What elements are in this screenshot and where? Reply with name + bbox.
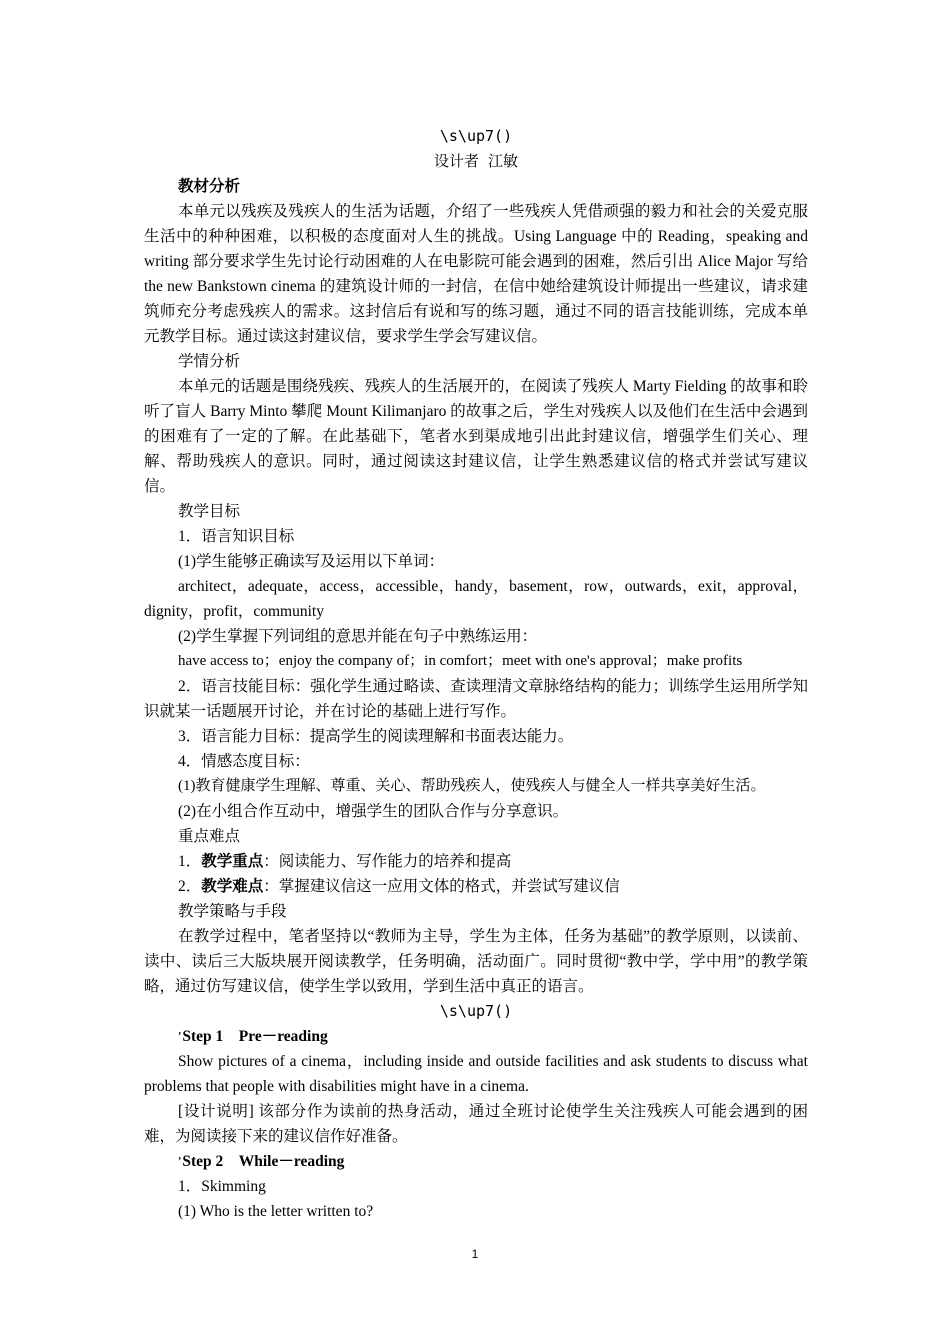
objective-3: 3．语言能力目标：提高学生的阅读理解和书面表达能力。 [178, 728, 574, 745]
designer-line: 设计者 江敏 [433, 152, 519, 170]
objective-2: 2．语言技能目标：强化学生通过略读、查读理清文章脉络结构的能力；训练学生运用所学知识就某一话题展开讨论，并在讨论的基础上进行写作。 [144, 678, 808, 720]
objective-1b-phrases: have access to；enjoy the company of；in comfort；meet with one's approval；make profits [178, 653, 743, 669]
page-number: 1 [471, 1247, 479, 1261]
objective-1: 1．语言知识目标 [178, 528, 295, 545]
step1-paragraph: Show pictures of a cinema，including inside and outside facilities and ask students to discuss what problems that people with disabilities might have in a cinema. [144, 1053, 808, 1095]
step1-anchor-mark: ʼ [178, 1031, 182, 1042]
heading-textbook-analysis: 教材分析 [178, 178, 241, 195]
title-field-code: \s\up7() [439, 127, 513, 145]
key-point-2-text: ：掌握建议信这一应用文体的格式，并尝试写建议信 [263, 878, 620, 895]
step1-design-note: [设计说明] 该部分作为读前的热身活动，通过全班讨论使学生关注残疾人可能会遇到的困难，为阅读接下来的建议信作好准备。 [144, 1103, 808, 1145]
step2-heading [144, 1149, 808, 1174]
process-field-code: \s\up7() [439, 1002, 513, 1020]
heading-strategy: 教学策略与手段 [178, 903, 287, 920]
key-point-2-num: 2． [178, 878, 202, 895]
key-point-1-num: 1． [178, 853, 202, 870]
key-point-2 [144, 874, 808, 899]
step1-title: Step 1 Pre－reading [182, 1028, 328, 1045]
heading-learner-analysis: 学情分析 [178, 353, 241, 370]
key-point-1-text: ：阅读能力、写作能力的培养和提高 [263, 853, 512, 870]
heading-objectives: 教学目标 [178, 503, 241, 520]
key-point-1 [144, 849, 808, 874]
heading-key-points: 重点难点 [178, 828, 241, 845]
step1-heading [144, 1024, 808, 1049]
objective-4a: (1)教育健康学生理解、尊重、关心、帮助残疾人，使残疾人与健全人一样共享美好生活。 [178, 778, 766, 794]
objective-4: 4．情感态度目标： [178, 753, 310, 770]
strategy-paragraph: 在教学过程中，笔者坚持以“教师为主导，学生为主体，任务为基础”的教学原则，以读前、读中、读后三大版块展开阅读教学，任务明确，活动面广。同时贯彻“教中学，学中用”的教学策略，通过仿写建议信，使学生学以致用，学到生活中真正的语言。 [144, 928, 808, 995]
step2-question-1: (1) Who is the letter written to? [178, 1203, 374, 1220]
step2-skimming: 1．Skimming [178, 1178, 266, 1195]
key-point-1-label: 教学重点 [201, 853, 264, 870]
objective-1a: (1)学生能够正确读写及运用以下单词： [178, 553, 445, 570]
objective-1a-words: architect，adequate，access，accessible，handy，basement，row，outwards，exit，approval，dignity，profit，community [144, 578, 808, 620]
objective-1b: (2)学生掌握下列词组的意思并能在句子中熟练运用： [178, 628, 538, 645]
textbook-analysis-paragraph: 本单元以残疾及残疾人的生活为话题，介绍了一些残疾人凭借顽强的毅力和社会的关爱克服生活中的种种困难，以积极的态度面对人生的挑战。Using Language 中的 Reading，speaking and writing 部分要求学生先讨论行动困难的人在电影院可能会遇到的困难，然后引出 Alice Major 写给 the new Bankstown cinema 的建筑设计师的一封信，在信中她给建筑设计师提出一些建议，请求建筑师充分考虑残疾人的需求。这封信后有说和写的练习题，通过不同的语言技能训练，完成本单元教学目标。通过读这封建议信，要求学生学会写建议信。 [144, 203, 808, 345]
page-content [144, 124, 808, 1224]
key-point-2-label: 教学难点 [201, 878, 264, 895]
objective-4b: (2)在小组合作互动中，增强学生的团队合作与分享意识。 [178, 803, 569, 820]
step2-anchor-mark: ʼ [178, 1156, 182, 1167]
step2-title: Step 2 While－reading [182, 1153, 345, 1170]
learner-analysis-paragraph: 本单元的话题是围绕残疾、残疾人的生活展开的，在阅读了残疾人 Marty Fielding 的故事和聆听了盲人 Barry Minto 攀爬 Mount Kilimanjaro 的故事之后，学生对残疾人以及他们在生活中会遇到的困难有了一定的了解。在此基础下，笔者水到渠成地引出此封建议信，增强学生们关心、理解、帮助残疾人的意识。同时，通过阅读这封建议信，让学生熟悉建议信的格式并尝试写建议信。 [144, 378, 808, 495]
